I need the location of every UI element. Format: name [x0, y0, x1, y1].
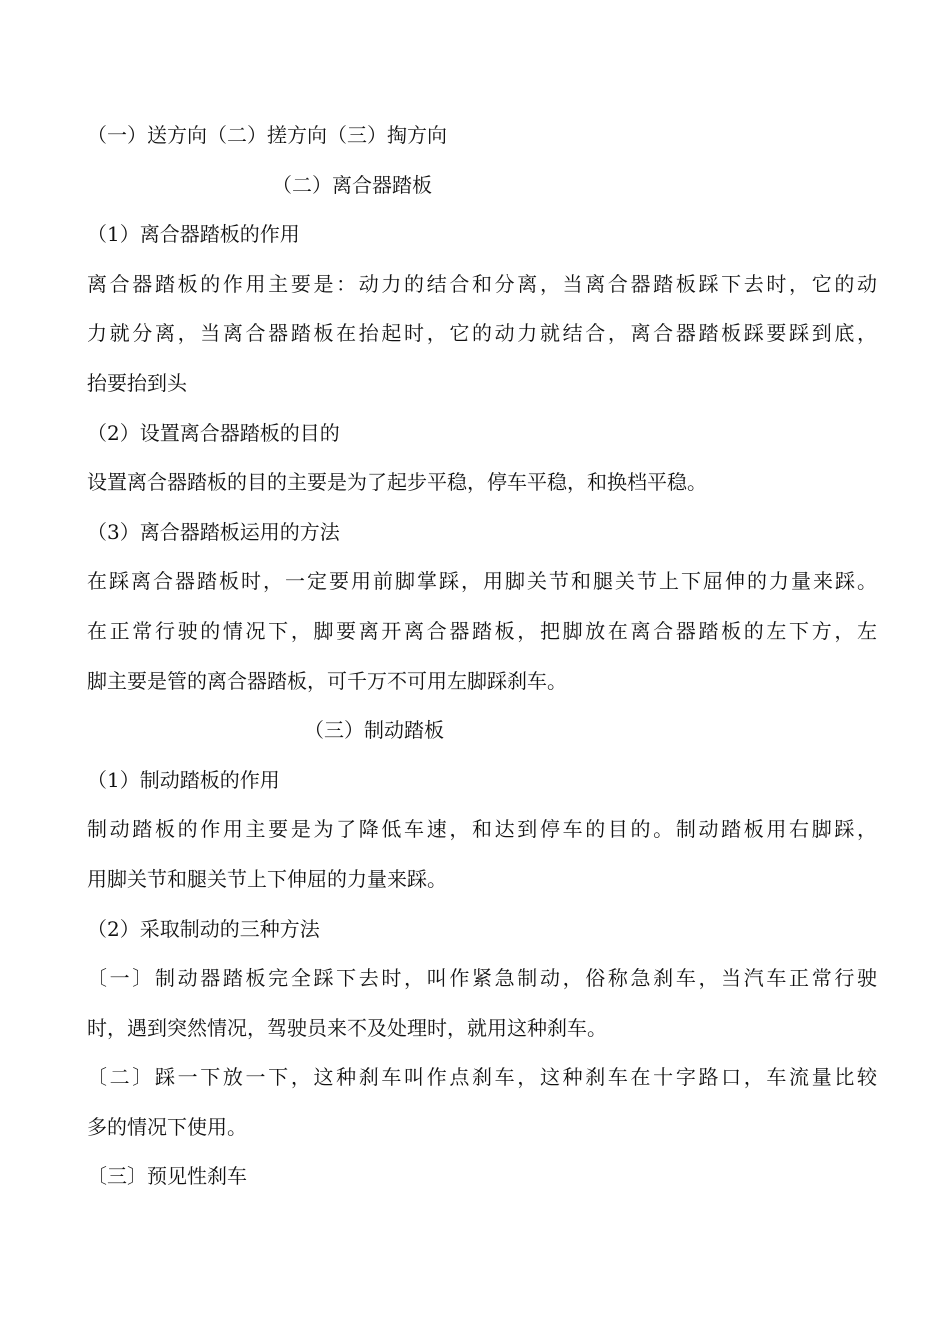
paragraph-line: 力就分离，当离合器踏板在抬起时，它的动力就结合，离合器踏板踩要踩到底， [87, 321, 877, 346]
paragraph-line: 〔一〕制动器踏板完全踩下去时，叫作紧急制动，俗称急刹车，当汽车正常行驶 [87, 966, 877, 991]
paragraph-line: 抬要抬到头 [87, 370, 187, 395]
paragraph-line: 在踩离合器踏板时，一定要用前脚掌踩，用脚关节和腿关节上下屈伸的力量来踩。 [87, 569, 877, 594]
section-heading-brake-pedal: （三）制动踏板 [304, 718, 444, 743]
paragraph-line: 设置离合器踏板的目的主要是为了起步平稳，停车平稳，和换档平稳。 [87, 470, 707, 495]
paragraph-line: 用脚关节和腿关节上下伸屈的力量来踩。 [87, 866, 447, 891]
paragraph-line: 制动踏板的作用主要是为了降低车速，和达到停车的目的。制动踏板用右脚踩， [87, 817, 877, 842]
subheading-brake-function: （1）制动踏板的作用 [87, 767, 280, 792]
steering-methods-line: （一）送方向（二）搓方向（三）掏方向 [87, 123, 447, 147]
subheading-braking-methods: （2）采取制动的三种方法 [87, 916, 320, 941]
subheading-clutch-usage: （3）离合器踏板运用的方法 [87, 519, 340, 544]
paragraph-line: 脚主要是管的离合器踏板，可千万不可用左脚踩刹车。 [87, 668, 567, 693]
paragraph-line: 〔二〕踩一下放一下，这种刹车叫作点刹车，这种刹车在十字路口，车流量比较 [87, 1065, 877, 1090]
paragraph-line: 多的情况下使用。 [87, 1114, 247, 1139]
document-page [87, 111, 877, 1202]
section-heading-clutch-pedal: （二）离合器踏板 [272, 172, 432, 197]
paragraph-line: 离合器踏板的作用主要是：动力的结合和分离，当离合器踏板踩下去时，它的动 [87, 271, 877, 296]
paragraph-line: 时，遇到突然情况，驾驶员来不及处理时，就用这种刹车。 [87, 1015, 607, 1040]
paragraph-line: 〔三〕预见性刹车 [87, 1164, 247, 1189]
subheading-clutch-purpose: （2）设置离合器踏板的目的 [87, 420, 340, 445]
paragraph-line: 在正常行驶的情况下，脚要离开离合器踏板，把脚放在离合器踏板的左下方，左 [87, 618, 877, 643]
subheading-clutch-function: （1）离合器踏板的作用 [87, 222, 300, 247]
